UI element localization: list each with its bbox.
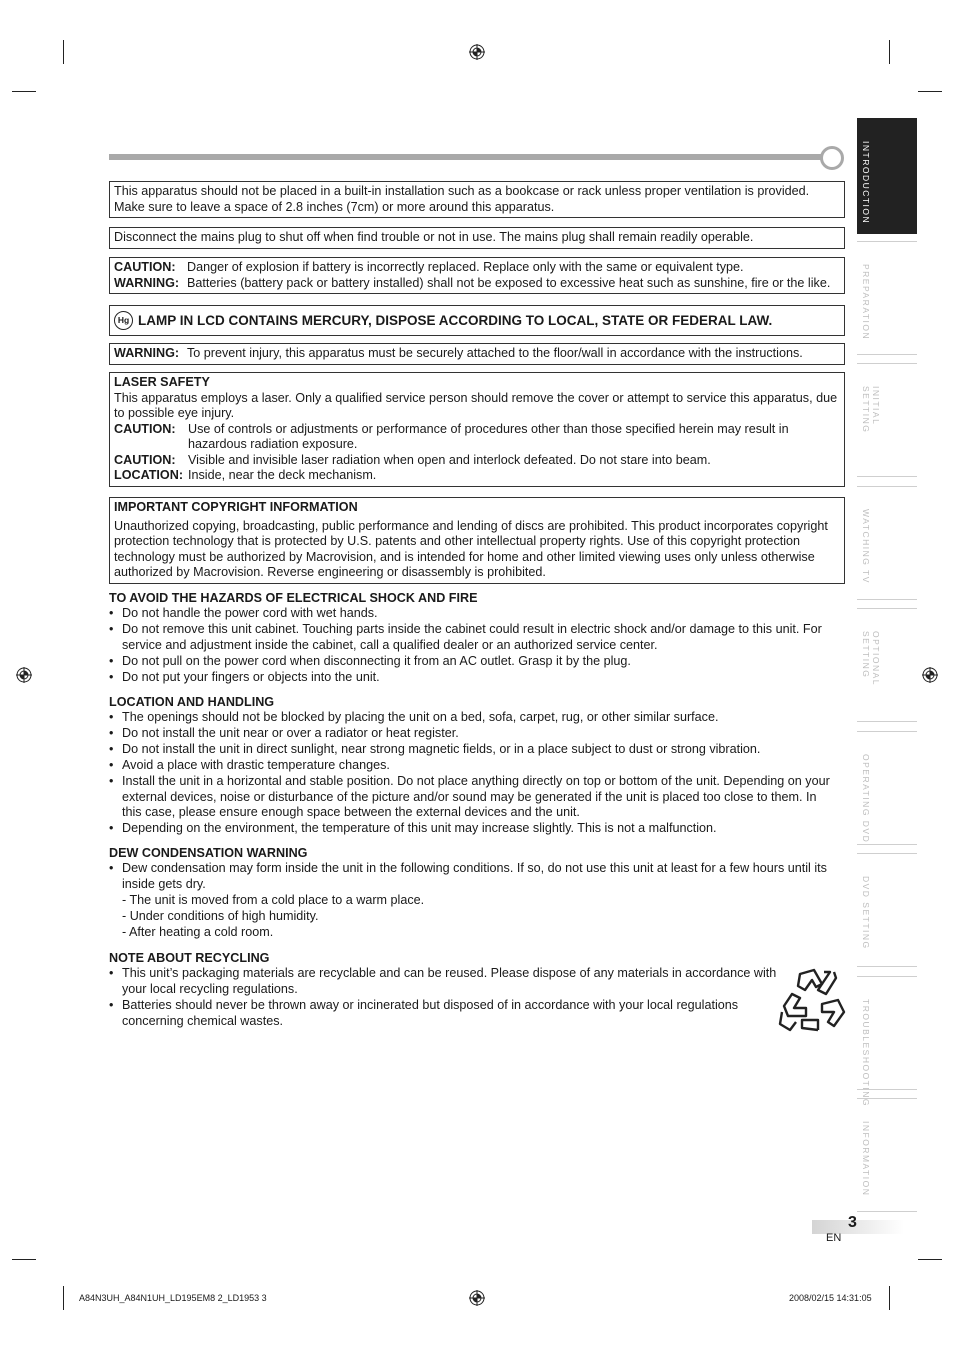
mercury-hg-icon: Hg [114, 311, 133, 330]
recycle-icon [778, 966, 846, 1034]
registration-mark-icon [922, 667, 938, 683]
section-heading: TO AVOID THE HAZARDS OF ELECTRICAL SHOCK AND FIRE [109, 591, 478, 605]
ventilation-notice-box [109, 181, 845, 218]
recycling-section [109, 950, 779, 1030]
list-item: • Avoid a place with drastic temperature changes. [109, 758, 837, 774]
mercury-notice-text: LAMP IN LCD CONTAINS MERCURY, DISPOSE ACCORDING TO LOCAL, STATE OR FEDERAL LAW. [138, 312, 773, 328]
list-item: • Do not remove this unit cabinet. Touching parts inside the cabinet could result in electric shock and/or damage to this unit. For service and adjustment inside the cabinet, call a qualified dealer or an authorized service center. [109, 622, 837, 654]
list-item: • The openings should not be blocked by placing the unit on a bed, sofa, carpet, rug, or other similar surface. [109, 710, 837, 726]
side-tab-dvd-setting[interactable] [857, 853, 917, 967]
footer-timestamp: 2008/02/15 14:31:05 [789, 1293, 872, 1303]
location-handling-section [109, 694, 837, 837]
registration-mark-icon [16, 667, 32, 683]
caution-text: Visible and invisible laser radiation when open and interlock defeated. Do not stare into beam. [188, 452, 711, 467]
injury-warning-text: To prevent injury, this apparatus must be securely attached to the floor/wall in accordance with the instructions. [187, 346, 803, 360]
caution-text: Danger of explosion if battery is incorrectly replaced. Replace only with the same or equivalent type. [187, 260, 744, 274]
crop-mark [918, 1259, 942, 1260]
crop-mark [12, 1259, 36, 1260]
location-text: Inside, near the deck mechanism. [188, 468, 377, 482]
section-heading: NOTE ABOUT RECYCLING [109, 951, 270, 965]
sub-item: - After heating a cold room. [122, 924, 274, 939]
side-tab-label: DVD SETTING [861, 876, 871, 950]
dew-condensation-section [109, 845, 837, 941]
ventilation-notice-text: This apparatus should not be placed in a built-in installation such as a bookcase or rack unless proper ventilation is provided. Make sure to leave a space of 2.8 inches (7cm) or more around this apparatus. [114, 184, 810, 214]
caution-text: Use of controls or adjustments or performance of procedures other than those specified herein may result in hazardous radiation exposure. [188, 421, 789, 451]
side-tab-initial-setting[interactable] [857, 363, 917, 477]
registration-mark-icon [469, 1290, 485, 1306]
sub-item: - Under conditions of high humidity. [122, 908, 319, 923]
crop-mark [12, 91, 36, 92]
list-item: • Do not install the unit near or over a radiator or heat register. [109, 726, 837, 742]
side-tab-label: INITIAL SETTING [861, 386, 881, 434]
caution-label: CAUTION: [114, 452, 176, 467]
list-item: • This unit’s packaging materials are recyclable and can be reused. Please dispose of any materials in accordance with your local recycling regulations. [109, 966, 779, 998]
language-code: EN [826, 1232, 842, 1244]
side-tab-label: INFORMATION [861, 1121, 871, 1197]
mercury-notice-box [109, 305, 845, 336]
copyright-info-box [109, 497, 845, 584]
list-item: • Dew condensation may form inside the unit in the following conditions. If so, do not use this unit at least for a few hours until its inside gets dry. [109, 861, 837, 893]
side-tab-preparation[interactable] [857, 241, 917, 355]
side-tab-operating-dvd[interactable] [857, 731, 917, 845]
header-rule [109, 154, 823, 160]
list-item: • Do not handle the power cord with wet hands. [109, 606, 837, 622]
side-tab-introduction[interactable] [857, 118, 917, 234]
side-tab-label: INTRODUCTION [861, 141, 871, 225]
laser-safety-title: LASER SAFETY [114, 375, 210, 389]
list-item: • Depending on the environment, the temperature of this unit may increase slightly. This is not a malfunction. [109, 821, 837, 837]
warning-label: WARNING: [114, 275, 180, 290]
warning-text: Batteries (battery pack or battery installed) shall not be exposed to excessive heat such as sunshine, fire or the like. [187, 275, 831, 290]
laser-safety-box [109, 372, 845, 487]
list-item: • Do not put your fingers or objects into the unit. [109, 670, 837, 686]
section-heading: DEW CONDENSATION WARNING [109, 846, 308, 860]
location-label: LOCATION: [114, 468, 184, 482]
list-item: • Install the unit in a horizontal and stable position. Do not place anything directly on top or bottom of the unit. Depending on your external devices, noise or disturbance of the picture and/or sound may be generated if the unit is placed too close to them. In this case, please ensure enough space between the external devices and the unit. [109, 774, 837, 822]
section-heading: LOCATION AND HANDLING [109, 695, 275, 709]
warning-label: WARNING: [114, 346, 180, 360]
sub-item: - The unit is moved from a cold place to a warm place. [122, 892, 425, 907]
side-tab-watching-tv[interactable] [857, 486, 917, 600]
side-tab-information[interactable] [857, 1098, 917, 1212]
registration-mark-icon [469, 44, 485, 60]
list-item: • Do not install the unit in direct sunlight, near strong magnetic fields, or in a place subject to dust or strong vibration. [109, 742, 837, 758]
caution-label: CAUTION: [114, 260, 176, 274]
crop-mark [63, 40, 64, 64]
side-tab-troubleshooting[interactable] [857, 976, 917, 1107]
footer-file-info: A84N3UH_A84N1UH_LD195EM8 2_LD1953 3 [79, 1293, 267, 1303]
side-tab-label: PREPARATION [861, 264, 871, 341]
caution-label: CAUTION: [114, 421, 176, 436]
page-number: 3 [848, 1214, 857, 1231]
copyright-text: Unauthorized copying, broadcasting, public performance and lending of discs are prohibited. This product incorporates copyright protection technology that is protected by U.S. patents and other intellectual property rights. Use of this copyright protection technology must be authorized by Macrovision, and is intended for home and other limited viewing uses only unless otherwise authorized by Macrovision. Reverse engineering or disassembly is prohibited. [114, 518, 828, 579]
crop-mark [63, 1286, 64, 1310]
mains-plug-notice-box [109, 227, 845, 249]
crop-mark [889, 40, 890, 64]
side-tab-label: WATCHING TV [861, 509, 871, 584]
side-tab-label: OPERATING DVD [861, 754, 871, 844]
side-tab-label: TROUBLESHOOTING [861, 999, 871, 1107]
header-rule-end-circle [820, 146, 844, 170]
list-item: • Batteries should never be thrown away or incinerated but disposed of in accordance with your local regulations concerning chemical wastes. [109, 998, 779, 1030]
copyright-title: IMPORTANT COPYRIGHT INFORMATION [114, 500, 358, 514]
list-item: • Do not pull on the power cord when disconnecting it from an AC outlet. Grasp it by the plug. [109, 654, 837, 670]
side-tab-label: OPTIONAL SETTING [861, 631, 881, 686]
crop-mark [889, 1286, 890, 1310]
injury-warning-box [109, 343, 845, 365]
battery-warning-box [109, 257, 845, 294]
crop-mark [918, 91, 942, 92]
mains-plug-notice-text: Disconnect the mains plug to shut off when find trouble or not in use. The mains plug shall remain readily operable. [114, 230, 754, 244]
side-tab-optional-setting[interactable] [857, 608, 917, 722]
hazards-section [109, 590, 837, 686]
laser-safety-intro: This apparatus employs a laser. Only a qualified service person should remove the cover or attempt to service this apparatus, due to possible eye injury. [114, 390, 838, 420]
